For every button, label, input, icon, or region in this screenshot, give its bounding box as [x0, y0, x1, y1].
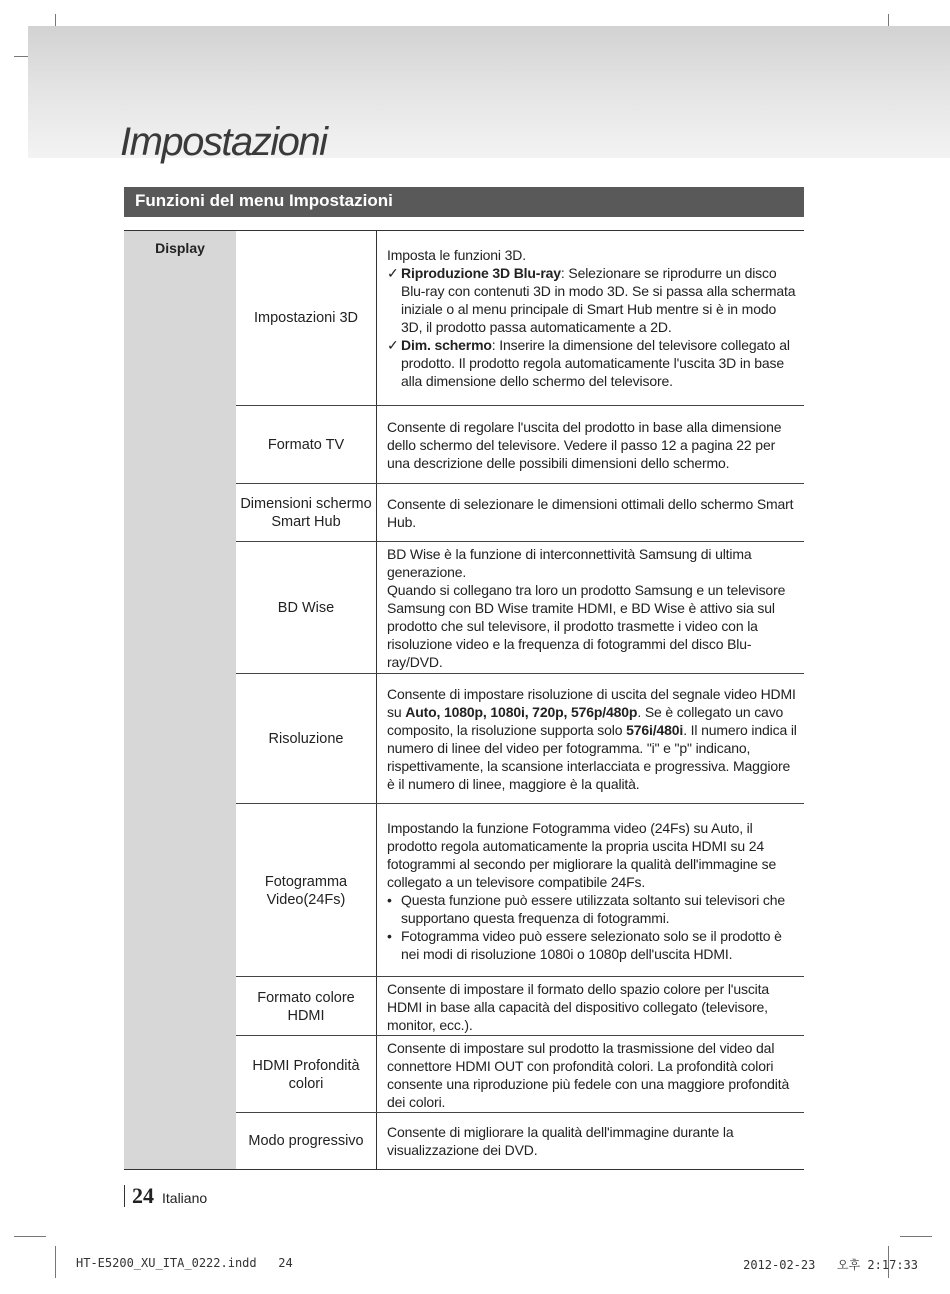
list-item: [387, 336, 801, 390]
row-label: Dimensioni schermo Smart Hub: [240, 496, 372, 530]
table-row-modo-progressivo: [236, 1113, 804, 1169]
row-paragraph: BD Wise è la funzione di interconnettività Samsung di ultima generazione.: [387, 546, 752, 580]
table-row-dimensioni-schermo: [236, 484, 804, 542]
group-column: [124, 230, 236, 1170]
crop-mark: [900, 1236, 932, 1237]
check-icon: ✓: [387, 265, 399, 281]
row-description: Consente di regolare l'uscita del prodotto in base alla dimensione dello schermo del televisore. Vedere il passo 12 a pagina 22 per una descrizione delle possibili dimensioni dello schermo.: [387, 419, 782, 471]
table-bottom-rule: [124, 1169, 804, 1170]
row-label: Modo progressivo: [248, 1133, 364, 1149]
resolution-values: Auto, 1080p, 1080i, 720p, 576p/480p: [405, 704, 638, 720]
print-file-name: HT-E5200_XU_ITA_0222.indd 24: [76, 1256, 293, 1270]
item-text: : Inserire la dimensione del televisore collegato al prodotto. Il prodotto regola automaticamente l'uscita 3D in base alla dimensione dello schermo del televisore.: [401, 337, 790, 389]
page-number-block: [124, 1183, 207, 1209]
row-description: [387, 804, 801, 977]
bullet-icon: •: [387, 927, 392, 944]
section-title: Funzioni del menu Impostazioni: [124, 187, 804, 217]
row-description: Consente di impostare sul prodotto la trasmissione del video dal connettore HDMI OUT con profondità colori. La profondità colori consente una riproduzione più fedele con una maggiore profondità dei colori.: [387, 1039, 790, 1110]
item-term: Dim. schermo: [401, 337, 492, 353]
row-label: Formato TV: [267, 437, 345, 453]
table-row-formato-tv: [236, 406, 804, 484]
row-text: . Se è collegato un cavo composito, la risoluzione supporta solo: [387, 704, 784, 738]
item-text: Questa funzione può essere utilizzata soltanto sui televisori che supportano questa frequenza di fotogrammi.: [401, 891, 786, 926]
crop-mark: [55, 1246, 56, 1278]
page-title: Impostazioni: [120, 120, 327, 164]
row-label: Formato colore HDMI: [257, 989, 355, 1024]
page-number-bar: [124, 1185, 125, 1207]
table-row-fotogramma-video: [236, 804, 804, 977]
list-item: [387, 891, 801, 927]
item-text: Fotogramma video può essere selezionato solo se il prodotto è nei modi di risoluzione 1080i o 1080p dell'uscita HDMI.: [401, 927, 782, 962]
row-label: HDMI Profondità colori: [252, 1057, 360, 1092]
table-row-formato-colore-hdmi: [236, 977, 804, 1036]
row-description: Consente di impostare il formato dello spazio colore per l'uscita HDMI in base alla capacità del dispositivo collegato (televisore, monitor, ecc.).: [387, 980, 770, 1033]
page-language: Italiano: [162, 1190, 208, 1206]
list-item: [387, 927, 801, 963]
row-label: BD Wise: [277, 600, 335, 616]
table-row-impostazioni-3d: [236, 230, 804, 406]
row-paragraph: Quando si collegano tra loro un prodotto Samsung e un televisore Samsung con BD Wise tramite HDMI, e BD Wise è attivo sia sul prodotto che sul televisore, il prodotto trasmette i video con la risoluzione video e la frequenza di fotogrammi del disco Blu-ray/DVD.: [387, 582, 786, 670]
row-description: [387, 542, 801, 674]
crop-mark: [14, 1236, 46, 1237]
row-description: Consente di migliorare la qualità dell'immagine durante la visualizzazione dei DVD.: [387, 1124, 734, 1158]
row-description: Consente di selezionare le dimensioni ottimali dello schermo Smart Hub.: [387, 496, 794, 530]
row-intro: Imposta le funzioni 3D.: [387, 247, 526, 263]
group-label: Display: [155, 240, 205, 256]
row-label: Risoluzione: [268, 731, 344, 747]
table-row-hdmi-profondita-colori: [236, 1036, 804, 1113]
table-row-bd-wise: [236, 542, 804, 674]
page-number: 24: [132, 1183, 154, 1208]
row-text: . Il numero indica il numero di linee del video per fotogramma. "i" e "p" indicano, rispettivamente, la scansione interlacciata e progressiva. Maggiore è il numero di linee, maggiore è la qualità.: [387, 722, 797, 792]
item-term: Riproduzione 3D Blu-ray: [401, 265, 561, 281]
row-description: [387, 674, 801, 804]
settings-table: [124, 230, 804, 1170]
row-label: Impostazioni 3D: [254, 310, 358, 326]
row-text: Consente di impostare risoluzione di uscita del segnale video HDMI su: [387, 686, 796, 720]
row-label: Fotogramma Video(24Fs): [264, 873, 348, 908]
list-item: [387, 264, 801, 336]
table-row-risoluzione: [236, 674, 804, 804]
check-icon: ✓: [387, 337, 399, 353]
composite-resolution: 576i/480i: [626, 722, 684, 738]
print-timestamp: 2012-02-23 오후 2:17:33: [743, 1258, 918, 1272]
row-intro: Impostando la funzione Fotogramma video (24Fs) su Auto, il prodotto regola automaticamente la propria uscita HDMI su 24 fotogrammi al secondo per migliorare la qualità dell'immagine se collegato a un televisore compatibile 24Fs.: [387, 819, 777, 890]
bullet-icon: •: [387, 891, 392, 908]
item-text: : Selezionare se riprodurre un disco Blu-ray con contenuti 3D in modo 3D. Se si passa alla schermata iniziale o al menu principale di Smart Hub mentre si è in modo 3D, il prodotto passa automaticamente a 2D.: [401, 265, 796, 335]
row-description: [387, 230, 801, 406]
